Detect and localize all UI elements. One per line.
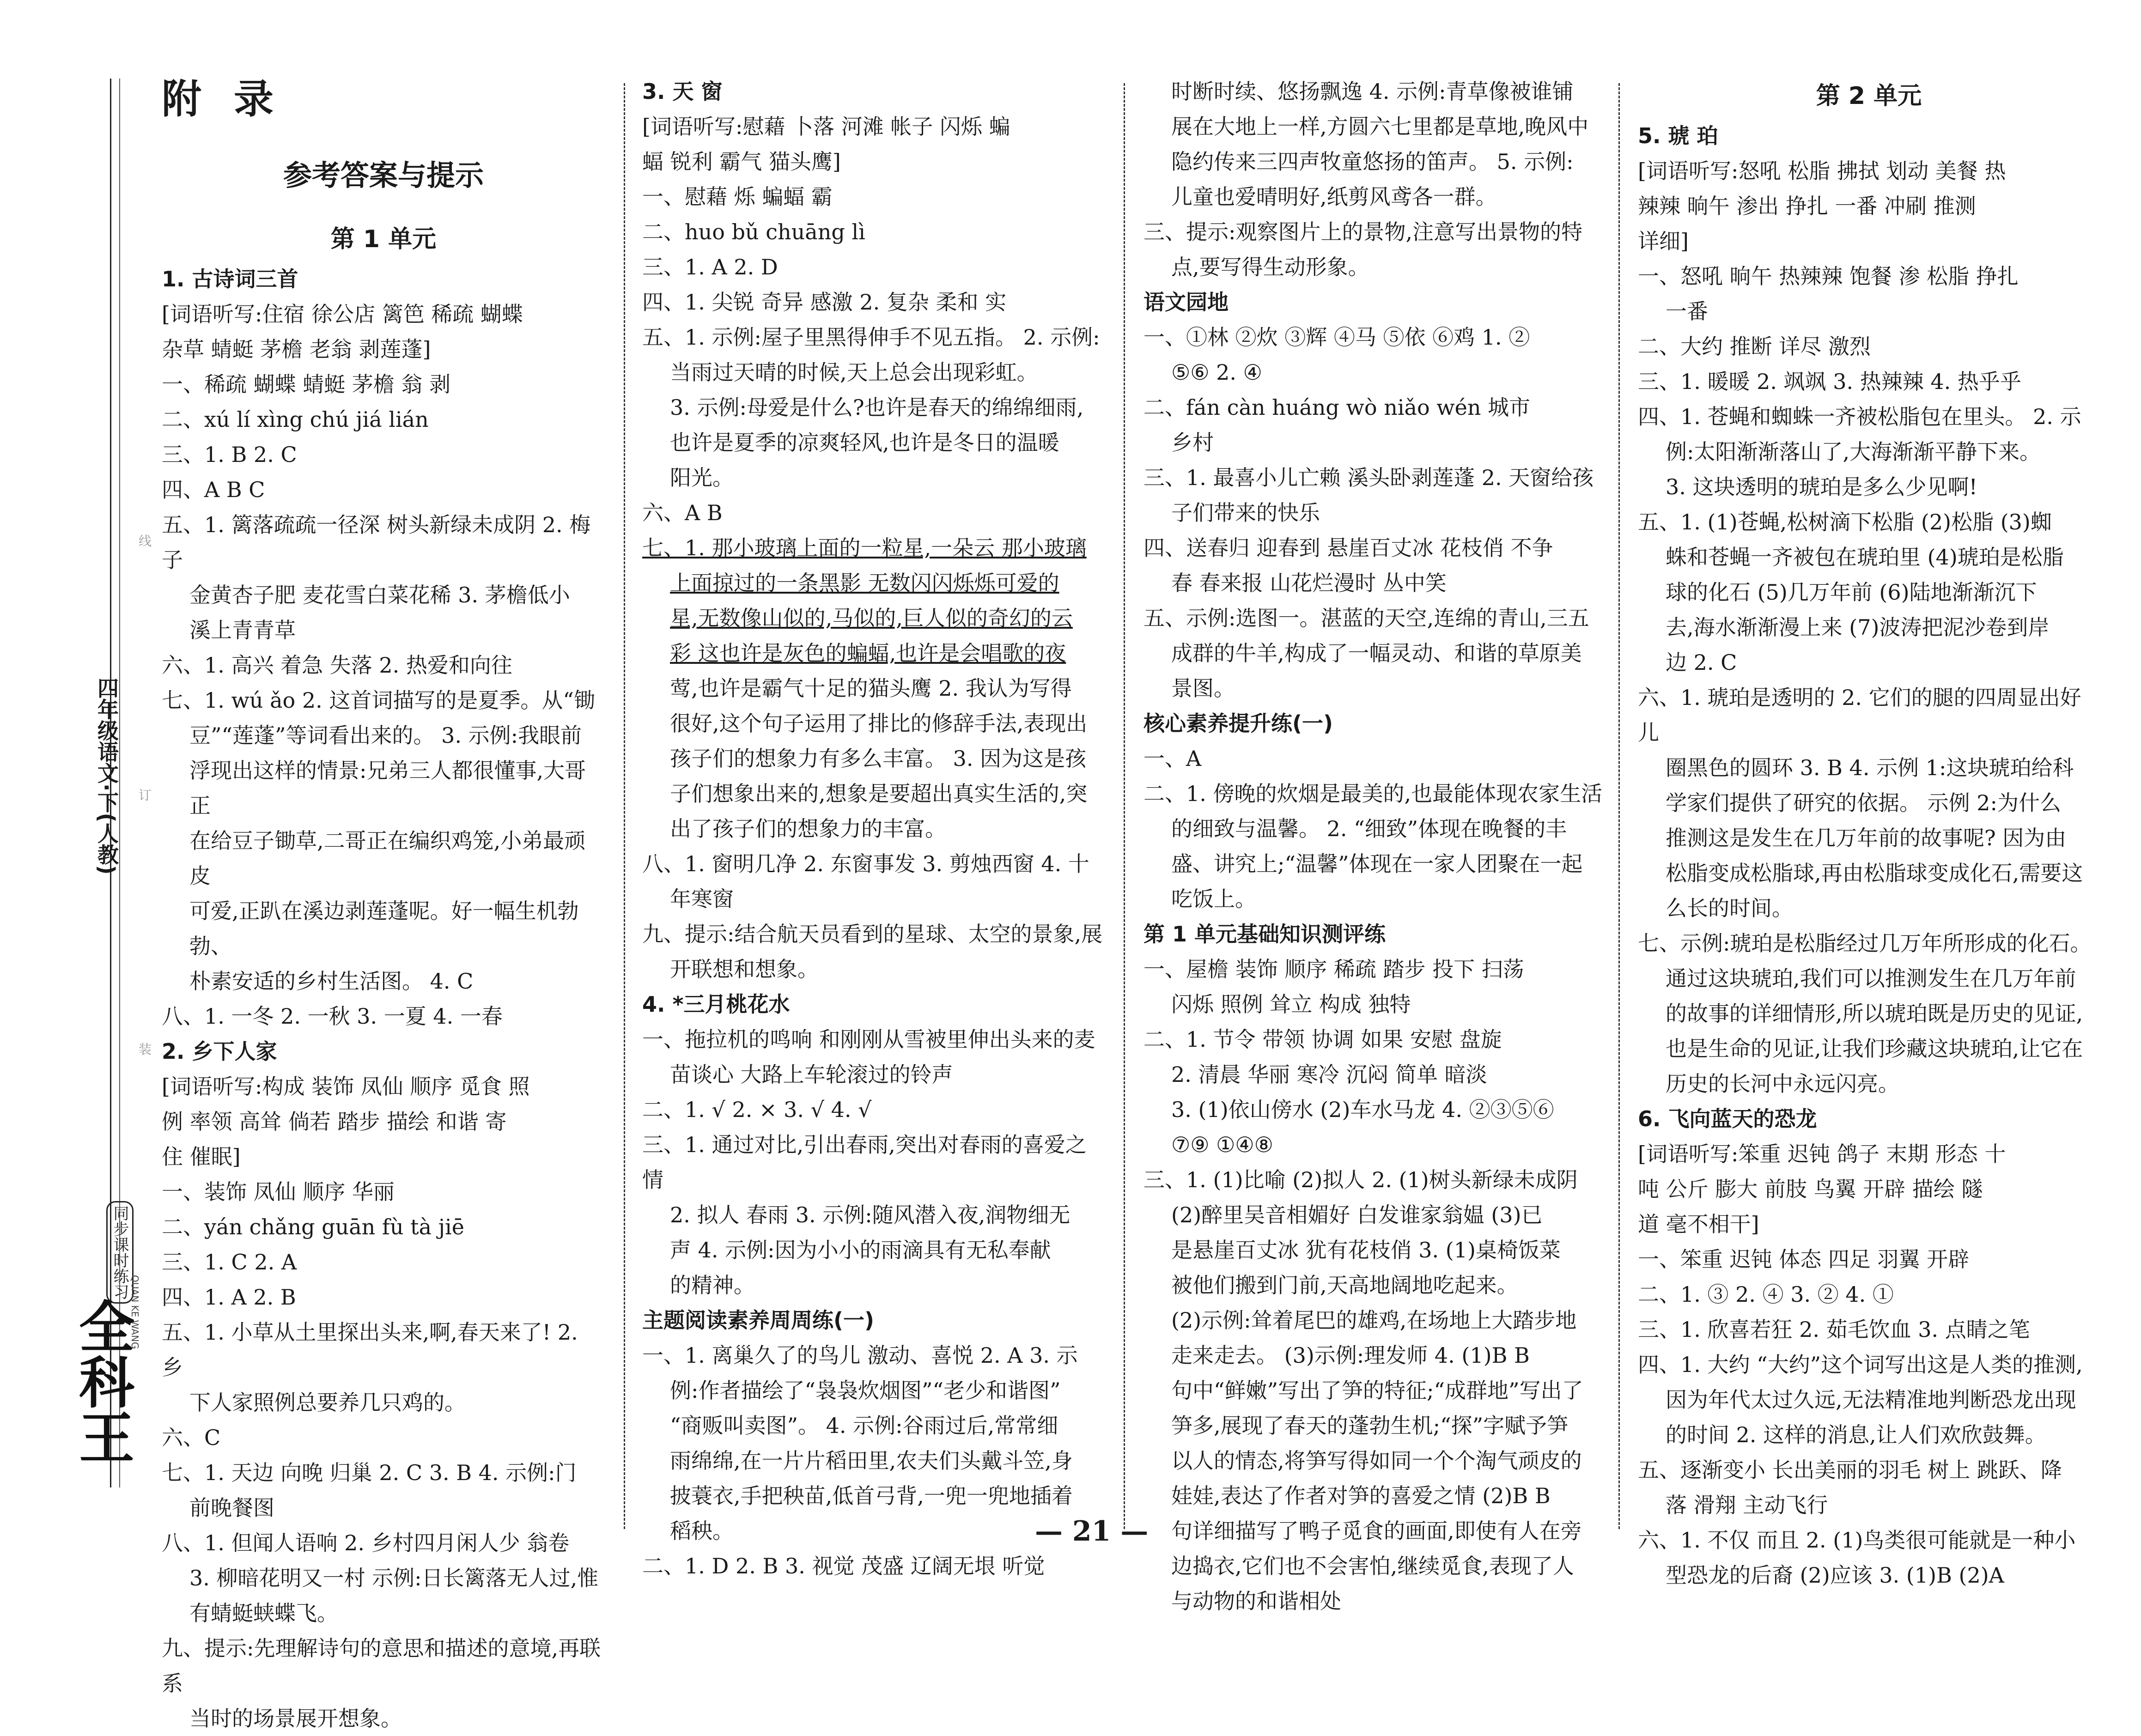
lesson-heading: 1. 古诗词三首 (162, 267, 298, 291)
answer-line: 是悬崖百丈冰 犹有花枝俏 3. (1)桌椅饭菜 (1171, 1238, 1561, 1263)
answer-line: 3. 这块透明的琥珀是多么少见啊! (1666, 474, 1977, 499)
answer-line: 一、①林 ②炊 ③辉 ④马 ⑤依 ⑥鸡 1. ② (1143, 325, 1530, 350)
binding-mark-line: 线 (139, 534, 152, 549)
answer-line: [词语听写:住宿 徐公店 篱笆 稀疏 蝴蝶 (162, 302, 523, 327)
answer-line: 四、1. 大约 “大约”这个词写出这是人类的推测, (1638, 1352, 2083, 1377)
unit-heading: 第 1 单元 (330, 225, 437, 253)
answer-line: 三、1. (1)比喻 (2)拟人 2. (1)树头新绿未成阴 (1143, 1167, 1578, 1192)
answer-line: 八、1. 窗明几净 2. 东窗事发 3. 剪烛西窗 4. 十 (642, 851, 1089, 876)
answer-line: 一、稀疏 蝴蝶 蜻蜓 茅檐 翁 剥 (162, 372, 451, 397)
answer-line: 当雨过天晴的时候,天上总会出现彩虹。 (670, 360, 1038, 385)
page-title: 参考答案与提示 (283, 158, 484, 192)
answer-line: 住 催眠] (162, 1144, 241, 1169)
answer-line: 例 率领 高耸 倘若 踏步 描绘 和谐 寄 (162, 1109, 507, 1134)
answer-line: 通过这块琥珀,我们可以推测发生在几万年前 (1666, 966, 2076, 991)
answer-line: 展在大地上一样,方圆六七里都是草地,晚风中 (1171, 114, 1589, 139)
answer-line: 九、提示:先理解诗句的意思和描述的意境,再联系 (162, 1636, 601, 1696)
answer-line: 娃娃,表达了作者对笋的喜爱之情 (2)B B (1171, 1483, 1551, 1508)
lesson-heading: 语文园地 (1143, 290, 1229, 315)
lesson-heading: 6. 飞向蓝天的恐龙 (1638, 1106, 1817, 1131)
answer-line: 五、示例:选图一。湛蓝的天空,连绵的青山,三五 (1143, 606, 1589, 631)
answer-line: 苗谈心 大路上车轮滚过的铃声 (670, 1062, 953, 1087)
answer-line: 八、1. 一冬 2. 一秋 3. 一夏 4. 一春 (162, 1004, 503, 1029)
answer-line: 杂草 蜻蜓 茅檐 老翁 剥莲蓬] (162, 337, 431, 362)
answer-line: 点,要写得生动形象。 (1171, 255, 1369, 279)
brand-name: 全科王 (70, 1298, 134, 1464)
answer-line: 的时间 2. 这样的消息,让人们欢欣鼓舞。 (1666, 1422, 2046, 1447)
answer-line: 圈黑色的圆环 3. B 4. 示例 1:这块琥珀给科 (1666, 755, 2074, 780)
answer-line: 七、1. 那小玻璃上面的一粒星,一朵云 那小玻璃 (642, 535, 1087, 560)
answer-line: 详细] (1638, 229, 1689, 254)
answer-line: 四、1. 苍蝇和蜘蛛一齐被松脂包在里头。 2. 示 (1638, 404, 2081, 429)
answer-line: [词语听写:笨重 迟钝 鸽子 末期 形态 十 (1638, 1141, 2006, 1166)
answer-line: 走来走去。 (3)示例:理发师 4. (1)B B (1171, 1343, 1530, 1368)
answer-line: 二、huo bǔ chuāng lì (642, 219, 865, 244)
column-divider (624, 83, 625, 1529)
answer-line: 与动物的和谐相处 (1171, 1589, 1341, 1614)
answer-line: 五、1. (1)苍蝇,松树滴下松脂 (2)松脂 (3)蜘 (1638, 510, 2052, 534)
answer-line: 二、1. 傍晚的炊烟是最美的,也最能体现农家生活 (1143, 781, 1603, 806)
answer-line: 金黄杏子肥 麦花雪白菜花稀 3. 茅檐低小 (189, 583, 570, 607)
answer-line: 披蓑衣,手把秧苗,低首弓背,一兜一兜地插着 (670, 1483, 1073, 1508)
answer-line: 可爱,正趴在溪边剥莲蓬呢。好一幅生机勃勃、 (189, 898, 579, 959)
answer-line: 四、A B C (162, 477, 265, 502)
answer-line: 景图。 (1171, 676, 1235, 701)
answer-line: 很好,这个句子运用了排比的修辞手法,表现出 (670, 711, 1088, 736)
answer-line: 句中“鲜嫩”写出了笋的特征;“成群地”写出了 (1171, 1378, 1583, 1403)
answer-line: 成群的牛羊,构成了一幅灵动、和谐的草原美 (1171, 641, 1582, 666)
answer-line: 3. 示例:母爱是什么?也许是春天的绵绵细雨, (670, 395, 1084, 420)
answer-line: [词语听写:怒吼 松脂 拂拭 划动 美餐 热 (1638, 158, 2006, 183)
answer-line: 二、大约 推断 详尽 激烈 (1638, 334, 1871, 359)
answer-line: 八、1. 但闻人语响 2. 乡村四月闲人少 翁卷 (162, 1530, 570, 1555)
answer-line: 一、1. 离巢久了的鸟儿 激动、喜悦 2. A 3. 示 (642, 1343, 1078, 1368)
unit-heading: 第 2 单元 (1816, 82, 1922, 110)
answer-line: 前晚餐图 (189, 1495, 274, 1520)
answer-line: 朴素安适的乡村生活图。 4. C (189, 969, 474, 994)
answer-lines (1143, 74, 1606, 1619)
answer-line: 彩 这也许是灰色的蝙蝠,也许是会唱歌的夜 (670, 641, 1066, 666)
answer-line: 一、拖拉机的鸣响 和刚刚从雪被里伸出头来的麦 (642, 1027, 1095, 1052)
answer-line: ⑤⑥ 2. ④ (1171, 360, 1262, 385)
column-4 (1638, 74, 2100, 1593)
lesson-heading: 2. 乡下人家 (162, 1039, 277, 1064)
answer-line: 盛、讲究上;“温馨”体现在一家人团聚在一起 (1171, 851, 1583, 876)
answer-line: 3. (1)依山傍水 (2)车水马龙 4. ②③⑤⑥ (1171, 1097, 1554, 1122)
answer-line: 乡村 (1171, 430, 1214, 455)
answer-line: 落 滑翔 主动飞行 (1666, 1493, 1828, 1517)
answer-line: 二、xú lí xìng chú jiá lián (162, 407, 429, 432)
binding-margin (0, 0, 152, 1588)
answer-line: 蝠 锐利 霸气 猫头鹰] (642, 149, 841, 174)
answer-line: 一、装饰 凤仙 顺序 华丽 (162, 1179, 395, 1204)
answer-line: 辣辣 晌午 渗出 挣扎 一番 冲刷 推测 (1638, 194, 1976, 219)
column-divider (1124, 83, 1125, 1529)
answer-line: 儿童也爱晴明好,纸剪风鸢各一群。 (1171, 184, 1497, 209)
answer-line: 一、怒吼 晌午 热辣辣 饱餐 渗 松脂 挣扎 (1638, 264, 2019, 289)
answer-line: [词语听写:构成 装饰 凤仙 顺序 觅食 照 (162, 1074, 530, 1099)
page-number: — 21 — (1035, 1515, 1149, 1548)
answer-line: 出了孩子们的想象力的丰富。 (670, 816, 946, 841)
answer-line: 推测这是发生在几万年前的故事呢? 因为由 (1666, 826, 2067, 850)
answer-line: 的细致与温馨。 2. “细致”体现在晚餐的丰 (1171, 816, 1567, 841)
binding-mark-staple: 订 (139, 788, 152, 803)
answer-line: 以人的情态,将笋写得如同一个个淘气顽皮的 (1171, 1448, 1582, 1473)
answer-line: 五、1. 小草从土里探出头来,啊,春天来了! 2. 乡 (162, 1320, 578, 1380)
answer-line: [词语听写:慰藉 卜落 河滩 帐子 闪烁 蝙 (642, 114, 1010, 139)
answer-line: 四、送春归 迎春到 悬崖百丈冰 花枝俏 不争 (1143, 535, 1553, 560)
answer-line: 豆”“莲蓬”等词看出来的。 3. 示例:我眼前 (189, 723, 582, 748)
lesson-heading: 3. 天 窗 (642, 79, 723, 104)
lesson-heading: 4. *三月桃花水 (642, 992, 790, 1017)
answer-line: 星,无数像山似的,马似的,巨人似的奇幻的云 (670, 606, 1073, 631)
answer-line: 球的化石 (5)几万年前 (6)陆地渐渐沉下 (1666, 580, 2037, 605)
answer-line: 三、1. C 2. A (162, 1250, 297, 1275)
answer-line: 七、示例:琥珀是松脂经过几万年所形成的化石。 (1638, 931, 2092, 956)
answer-line: 六、A B (642, 500, 723, 525)
answer-line: 二、1. ③ 2. ④ 3. ② 4. ① (1638, 1282, 1894, 1307)
answer-line: 莺,也许是霸气十足的猫头鹰 2. 我认为写得 (670, 676, 1072, 701)
answer-line: 有蜻蜓蛱蝶飞。 (189, 1601, 338, 1626)
answer-line: 的精神。 (670, 1273, 755, 1298)
answer-line: ⑦⑨ ①④⑧ (1171, 1132, 1273, 1157)
answer-line: 型恐龙的后裔 (2)应该 3. (1)B (2)A (1666, 1563, 2004, 1588)
answer-line: 浮现出这样的情景:兄弟三人都很懂事,大哥正 (189, 758, 586, 818)
answer-line: 一番 (1666, 299, 1708, 324)
lesson-heading: 主题阅读素养周周练(一) (642, 1308, 875, 1333)
brand-subtitle: 同步课时练习 (106, 1201, 134, 1304)
answer-line: 六、1. 高兴 着急 失落 2. 热爱和向往 (162, 653, 512, 678)
answer-line: 笋多,展现了春天的蓬勃生机;“探”字赋予笋 (1171, 1413, 1569, 1438)
answer-line: 吃饭上。 (1171, 886, 1256, 911)
binding-mark-bind: 装 (139, 1042, 152, 1057)
answer-line: 道 毫不相干] (1638, 1212, 1759, 1237)
answer-lines (642, 74, 1104, 1584)
answer-line: 的故事的详细情形,所以琥珀既是历史的见证, (1666, 1001, 2083, 1026)
answer-line: “商贩叫卖图”。 4. 示例:谷雨过后,常常细 (670, 1413, 1058, 1438)
column-3 (1143, 74, 1606, 1619)
answer-line: 吨 公斤 膨大 前肢 鸟翼 开辟 描绘 隧 (1638, 1177, 1983, 1202)
lesson-heading: 核心素养提升练(一) (1143, 711, 1333, 736)
answer-line: 六、C (162, 1425, 221, 1450)
answer-line: 历史的长河中永远闪亮。 (1666, 1071, 1899, 1096)
answer-line: 在给豆子锄草,二哥正在编织鸡笼,小弟最顽皮 (189, 828, 586, 888)
answer-line: 隐约传来三四声牧童悠扬的笛声。 5. 示例: (1171, 149, 1574, 174)
answer-line: 子们带来的快乐 (1171, 500, 1320, 525)
answer-line: 二、1. D 2. B 3. 视觉 茂盛 辽阔无垠 听觉 (642, 1554, 1045, 1578)
answer-line: 春 春来报 山花烂漫时 丛中笑 (1171, 571, 1447, 595)
answer-line: 五、逐渐变小 长出美丽的羽毛 树上 跳跃、降 (1638, 1457, 2062, 1482)
answer-line: 声 4. 示例:因为小小的雨滴具有无私奉献 (670, 1238, 1051, 1263)
answer-line: 开联想和想象。 (670, 957, 819, 982)
answer-line: 蛛和苍蝇一齐被包在琥珀里 (4)琥珀是松脂 (1666, 545, 2064, 570)
answer-line: 边 2. C (1666, 650, 1737, 675)
answer-line: 三、提示:观察图片上的景物,注意写出景物的特 (1143, 219, 1583, 244)
answer-line: 三、1. 最喜小儿亡赖 溪头卧剥莲蓬 2. 天窗给孩 (1143, 465, 1594, 490)
answer-line: 三、1. A 2. D (642, 255, 778, 279)
answer-line: 被他们搬到门前,天高地阔地吃起来。 (1171, 1273, 1518, 1298)
answer-line: 2. 拟人 春雨 3. 示例:随风潜入夜,润物细无 (670, 1202, 1070, 1227)
answer-line: 么长的时间。 (1666, 896, 1793, 921)
answer-line: 四、1. A 2. B (162, 1285, 296, 1310)
answer-line: 九、提示:结合航天员看到的星球、太空的景象,展 (642, 922, 1103, 947)
answer-line: 三、1. B 2. C (162, 442, 297, 467)
answer-line: 七、1. wú ǎo 2. 这首词描写的是夏季。从“锄 (162, 688, 595, 713)
answer-line: 三、1. 暖暖 2. 飒飒 3. 热辣辣 4. 热乎乎 (1638, 369, 2021, 394)
answer-line: 雨绵绵,在一片片稻田里,农夫们头戴斗笠,身 (670, 1448, 1073, 1473)
answer-line: 因为年代太过久远,无法精准地判断恐龙出现 (1666, 1387, 2076, 1412)
answer-line: 边捣衣,它们也不会害怕,继续觅食,表现了人 (1171, 1554, 1574, 1578)
book-label: 四年级语文·下(人教) (94, 677, 119, 875)
answer-line: 二、1. √ 2. × 3. √ 4. √ (642, 1097, 872, 1122)
answer-line: 上面掠过的一条黑影 无数闪闪烁烁可爱的 (670, 571, 1059, 595)
answer-line: 例:作者描绘了“袅袅炊烟图”“老少和谐图” (670, 1378, 1061, 1403)
answer-line: 时断时续、悠扬飘逸 4. 示例:青草像被谁铺 (1171, 79, 1574, 104)
answer-line: 2. 清晨 华丽 寒冷 沉闷 简单 暗淡 (1171, 1062, 1487, 1087)
appendix-header: 附 录 (162, 76, 283, 122)
answer-line: 二、fán càn huáng wò niǎo wén 城市 (1143, 395, 1531, 420)
answer-line: 五、1. 篱落疏疏一径深 树头新绿未成阴 2. 梅子 (162, 512, 591, 572)
answer-line: 稻秧。 (670, 1518, 734, 1543)
answer-line: 松脂变成松脂球,再由松脂球变成化石,需要这 (1666, 861, 2083, 886)
answer-line: 二、1. 节令 带领 协调 如果 安慰 盘旋 (1143, 1027, 1502, 1052)
answer-line: 溪上青青草 (189, 618, 296, 643)
column-1 (162, 74, 605, 1736)
brand-roman: QUAN KE WANG (129, 1275, 140, 1349)
answer-line: 孩子们的想象力有多么丰富。 3. 因为这是孩 (670, 746, 1087, 771)
column-2 (642, 74, 1104, 1584)
lesson-heading: 5. 琥 珀 (1638, 123, 1718, 148)
answer-line: 句详细描写了鸭子觅食的画面,即使有人在旁 (1171, 1518, 1582, 1543)
answer-line: 一、慰藉 烁 蝙蝠 霸 (642, 184, 833, 209)
brand-logo (69, 1183, 143, 1469)
answer-line: 二、yán chǎng guān fù tà jiē (162, 1214, 464, 1239)
answer-line: 也许是夏季的凉爽轻风,也许是冬日的温暖 (670, 430, 1059, 455)
answer-line: 四、1. 尖锐 奇异 感激 2. 复杂 柔和 实 (642, 290, 1007, 315)
lesson-heading: 第 1 单元基础知识测评练 (1143, 922, 1386, 947)
answer-line: 去,海水渐渐漫上来 (7)波涛把泥沙卷到岸 (1666, 615, 2050, 640)
answer-line: 当时的场景展开想象。 (189, 1706, 402, 1731)
answer-line: 下人家照例总要养几只鸡的。 (189, 1390, 466, 1415)
answer-lines (162, 261, 605, 1736)
answer-line: 七、1. 天边 向晚 归巢 2. C 3. B 4. 示例:门 (162, 1460, 577, 1485)
answer-line: 一、A (1143, 746, 1202, 771)
answer-line: 三、1. 通过对比,引出春雨,突出对春雨的喜爱之情 (642, 1132, 1087, 1192)
answer-line: 六、1. 不仅 而且 2. (1)鸟类很可能就是一种小 (1638, 1528, 2076, 1553)
answer-line: 年寒窗 (670, 886, 734, 911)
answer-line: (2)醉里吴音相媚好 白发谁家翁媪 (3)已 (1171, 1202, 1543, 1227)
answer-line: 六、1. 琥珀是透明的 2. 它们的腿的四周显出好儿 (1638, 685, 2081, 745)
answer-line: 五、1. 示例:屋子里黑得伸手不见五指。 2. 示例: (642, 325, 1100, 350)
answer-line: 子们想象出来的,想象是要超出真实生活的,突 (670, 781, 1088, 806)
answer-line: 3. 柳暗花明又一村 示例:日长篱落无人过,惟 (189, 1566, 599, 1590)
answer-line: 闪烁 照例 耸立 构成 独特 (1171, 992, 1411, 1017)
answer-line: 也是生命的见证,让我们珍藏这块琥珀,让它在 (1666, 1036, 2083, 1061)
answer-line: 一、笨重 迟钝 体态 四足 羽翼 开辟 (1638, 1247, 1970, 1272)
column-divider (1618, 83, 1620, 1529)
answer-line: (2)示例:耸着尾巴的雄鸡,在场地上大踏步地 (1171, 1308, 1577, 1333)
answer-line: 阳光。 (670, 465, 734, 490)
answer-line: 学家们提供了研究的依据。 示例 2:为什么 (1666, 790, 2062, 815)
answer-line: 一、屋檐 装饰 顺序 稀疏 踏步 投下 扫荡 (1143, 957, 1524, 982)
answer-line: 三、1. 欣喜若狂 2. 茹毛饮血 3. 点睛之笔 (1638, 1317, 2030, 1342)
answer-line: 例:太阳渐渐落山了,大海渐渐平静下来。 (1666, 439, 2041, 464)
answer-lines (1638, 118, 2100, 1593)
